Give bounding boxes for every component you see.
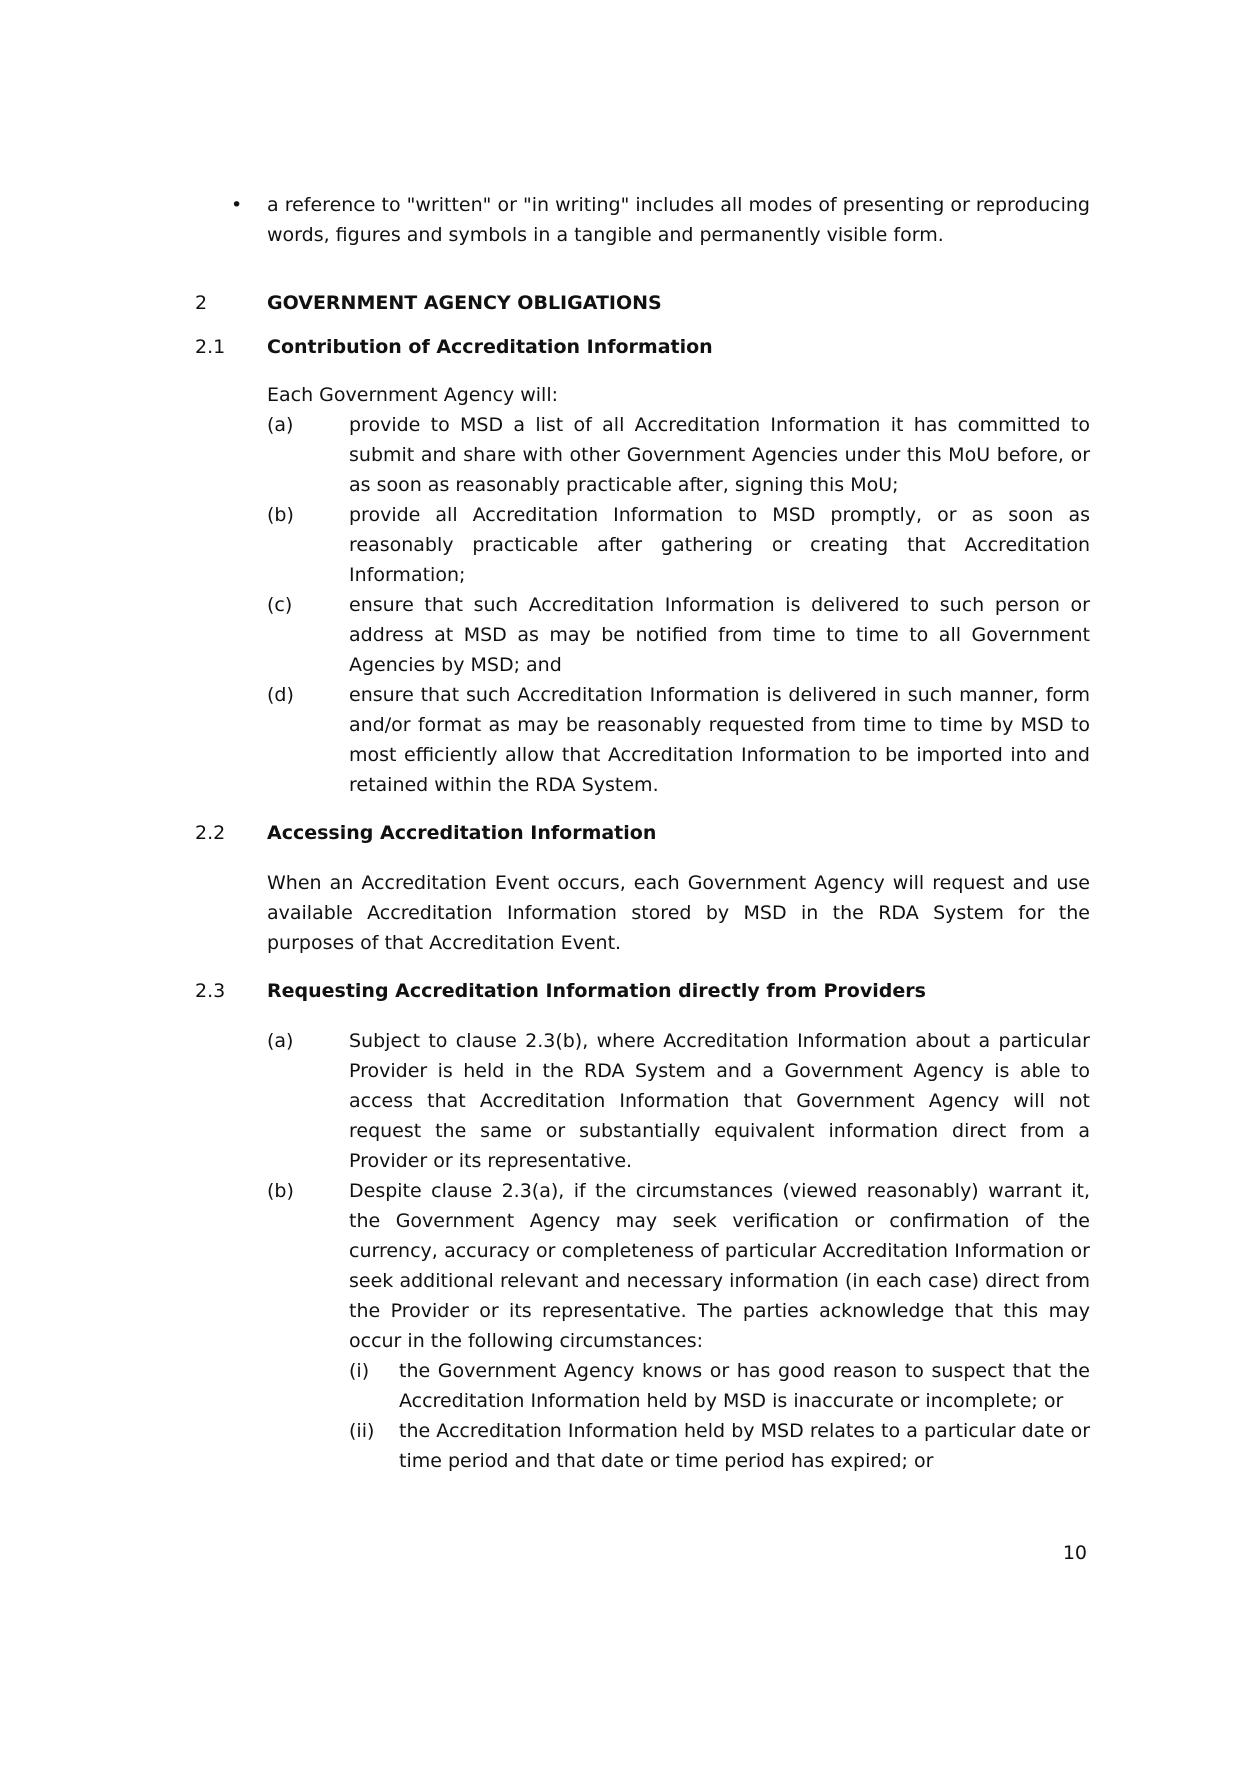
list-item-a-marker: (a) bbox=[267, 414, 294, 436]
list-item-c-marker: (c) bbox=[267, 594, 293, 616]
section-2-1-title: Contribution of Accreditation Information bbox=[267, 336, 713, 358]
section-2-2-number: 2.2 bbox=[195, 822, 226, 844]
bullet-icon: • bbox=[231, 194, 243, 216]
list-item-2-3-a bbox=[267, 1026, 1090, 1176]
list-item-2-3-a-text: Subject to clause 2.3(b), where Accreditation Information about a particular Provider is held in the RDA System and a Government Agency is able to access that Accreditation Information that Government Agency will not request the same or substantially equivalent information direct from a Provider or its representative. bbox=[349, 1030, 1090, 1172]
section-2-1-list bbox=[267, 410, 1090, 800]
section-2-1-body bbox=[267, 380, 1090, 800]
list-item-2-3-a-marker: (a) bbox=[267, 1030, 294, 1052]
section-2-title: GOVERNMENT AGENCY OBLIGATIONS bbox=[267, 292, 662, 314]
list-item-d-text: ensure that such Accreditation Information is delivered in such manner, form and/or format as may be reasonably requested from time to time by MSD to most efficiently allow that Accreditation Information to be imported into and retained within the RDA System. bbox=[349, 684, 1090, 796]
bullet-gutter bbox=[195, 190, 267, 250]
section-2-3-body bbox=[267, 1026, 1090, 1476]
sub-item-i bbox=[349, 1356, 1090, 1416]
list-item-2-3-b-text: Despite clause 2.3(a), if the circumstances (viewed reasonably) warrant it, the Government Agency may seek verification or confirmation of the currency, accuracy or completeness of particular Accreditation Information or seek additional relevant and necessary information (in each case) direct from the Provider or its representative. The parties acknowledge that this may occur in the following circumstances: bbox=[349, 1180, 1090, 1352]
bullet-item bbox=[195, 190, 1090, 250]
sub-item-ii bbox=[349, 1416, 1090, 1476]
sub-item-i-text: the Government Agency knows or has good reason to suspect that the Accreditation Information held by MSD is inaccurate or incomplete; or bbox=[399, 1360, 1090, 1412]
document-content bbox=[195, 190, 1090, 1476]
section-2-1-number: 2.1 bbox=[195, 336, 226, 358]
list-item-c bbox=[267, 590, 1090, 680]
list-item-c-text: ensure that such Accreditation Information is delivered to such person or address at MSD as may be notified from time to time to all Government Agencies by MSD; and bbox=[349, 594, 1090, 676]
section-2-2-title: Accessing Accreditation Information bbox=[267, 822, 657, 844]
page-number: 10 bbox=[1062, 1542, 1087, 1564]
section-2-3-list bbox=[267, 1026, 1090, 1476]
sub-item-ii-text: the Accreditation Information held by MSD relates to a particular date or time period and that date or time period has expired; or bbox=[399, 1420, 1090, 1472]
section-2-3-number: 2.3 bbox=[195, 980, 226, 1002]
list-item-a bbox=[267, 410, 1090, 500]
section-2-number: 2 bbox=[195, 292, 208, 314]
section-2-2-heading bbox=[195, 818, 1090, 848]
section-2-1-heading bbox=[195, 332, 1090, 362]
list-item-a-text: provide to MSD a list of all Accreditation Information it has committed to submit and share with other Government Agencies under this MoU before, or as soon as reasonably practicable after, signing this MoU; bbox=[349, 414, 1090, 496]
list-item-b bbox=[267, 500, 1090, 590]
section-2-3-title: Requesting Accreditation Information directly from Providers bbox=[267, 980, 926, 1002]
sub-item-i-marker: (i) bbox=[349, 1360, 370, 1382]
list-item-2-3-b-marker: (b) bbox=[267, 1180, 294, 1202]
list-item-b-marker: (b) bbox=[267, 504, 294, 526]
bullet-text: a reference to "written" or "in writing" includes all modes of presenting or reproducing words, figures and symbols in a tangible and permanently visible form. bbox=[267, 194, 1090, 246]
section-2-2-paragraph: When an Accreditation Event occurs, each Government Agency will request and use available Accreditation Information stored by MSD in the RDA System for the purposes of that Accreditation Event. bbox=[267, 872, 1090, 954]
list-item-b-text: provide all Accreditation Information to MSD promptly, or as soon as reasonably practicable after gathering or creating that Accreditation Information; bbox=[349, 504, 1090, 586]
list-item-2-3-b bbox=[267, 1176, 1090, 1476]
sub-item-ii-marker: (ii) bbox=[349, 1420, 375, 1442]
section-2-2-body bbox=[267, 868, 1090, 958]
list-item-d bbox=[267, 680, 1090, 800]
section-2-3-heading bbox=[195, 976, 1090, 1006]
list-item-d-marker: (d) bbox=[267, 684, 294, 706]
section-2-1-intro: Each Government Agency will: bbox=[267, 384, 559, 406]
section-2-heading bbox=[195, 288, 1090, 318]
list-item-2-3-b-wrap bbox=[349, 1176, 1090, 1476]
